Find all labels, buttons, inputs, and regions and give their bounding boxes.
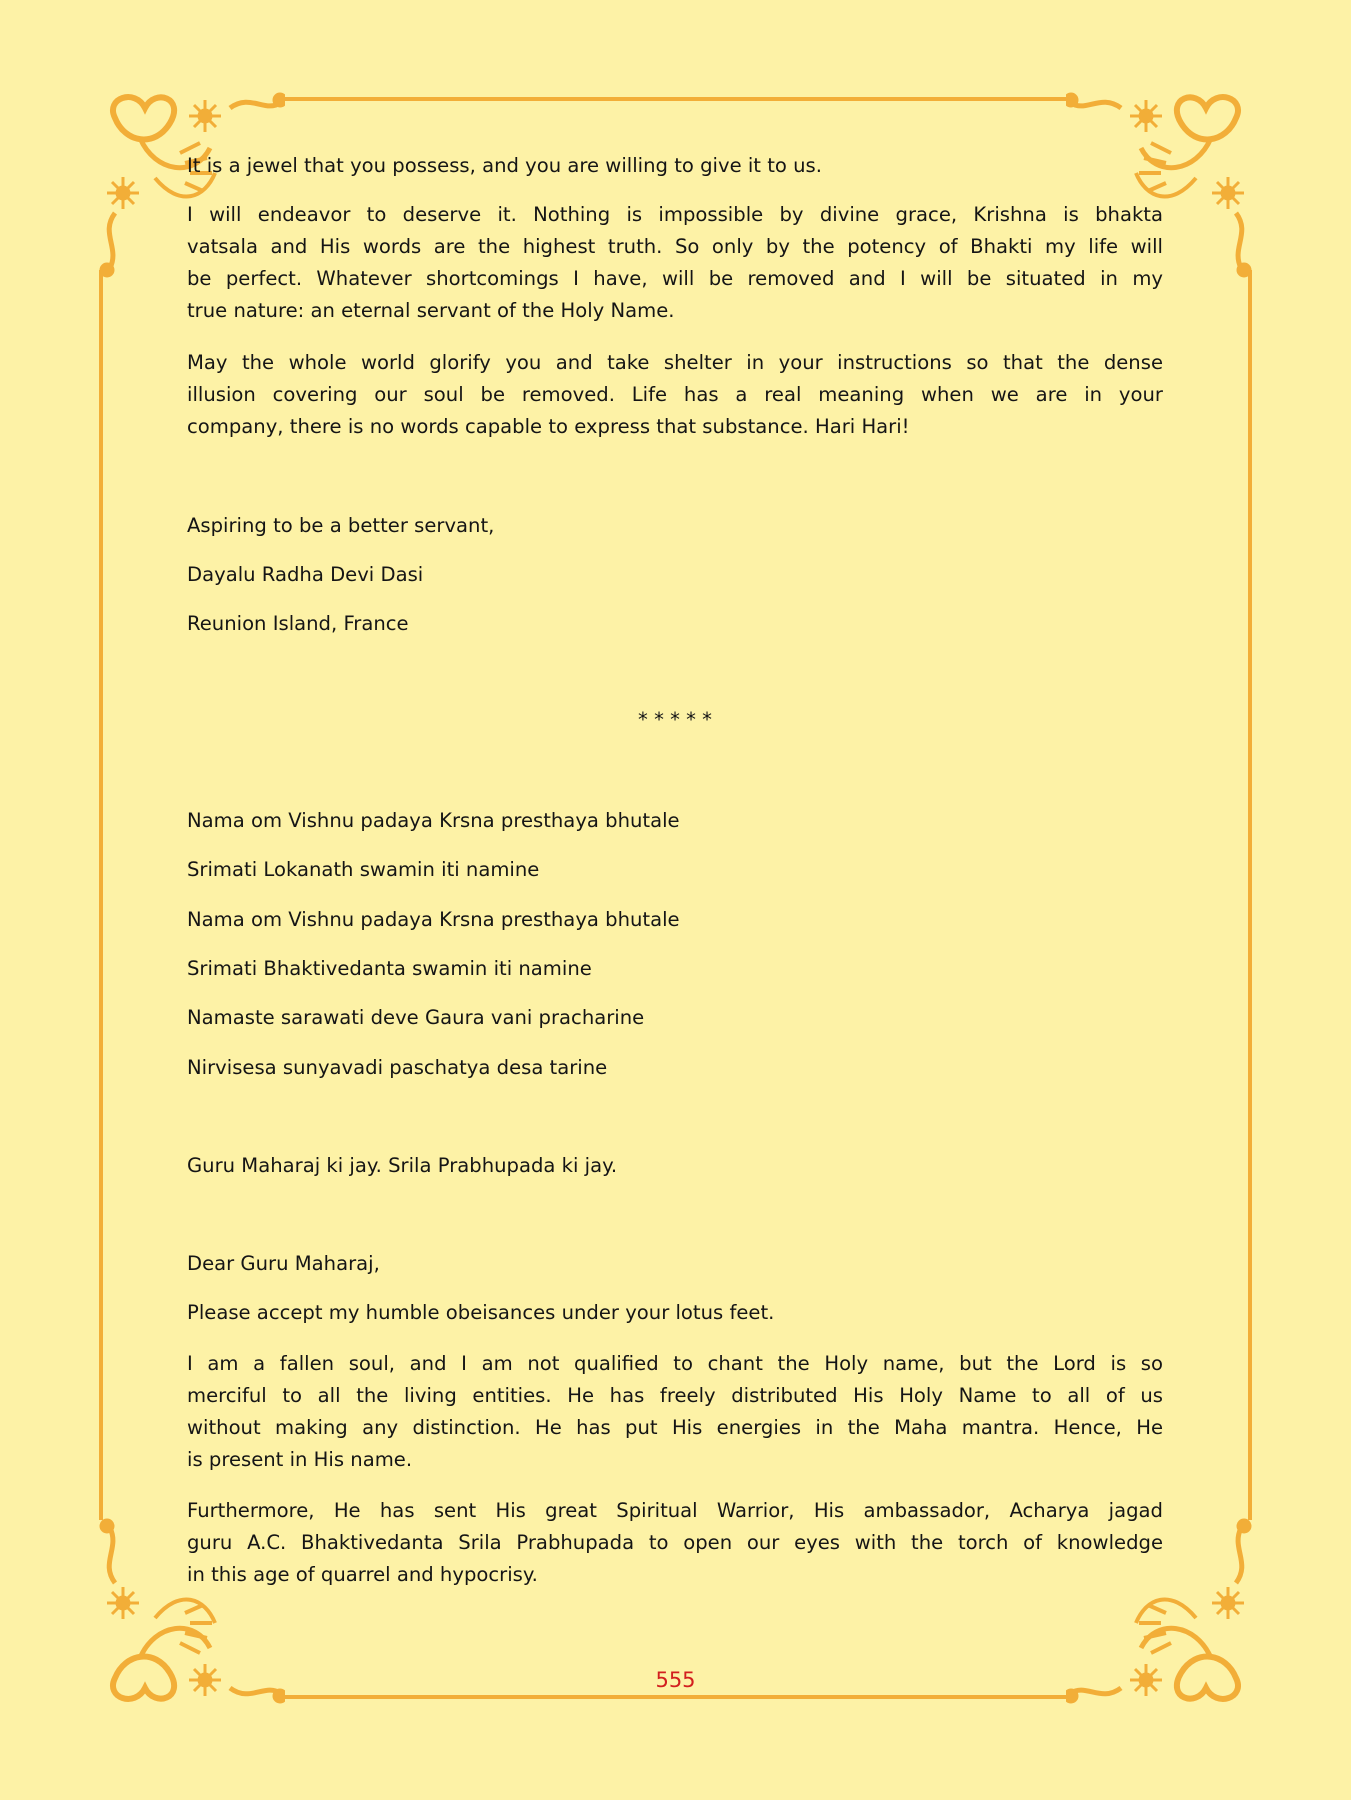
paragraph-5-line: Furthermore, He has sent His great Spiritual Warrior, His ambassador, Acharya jagad (187, 1499, 1163, 1522)
paragraph-2-line: vatsala and His words are the highest truth. So only by the potency of Bhakti my life will (187, 235, 1163, 258)
paragraph-5-line: in this age of quarrel and hypocrisy. (187, 1563, 538, 1586)
frame-bottom-line (283, 1695, 1068, 1699)
paragraph-4-line: is present in His name. (187, 1448, 413, 1471)
signoff-location: Reunion Island, France (187, 612, 409, 635)
frame-right-line (1248, 270, 1252, 1520)
signoff-closing: Aspiring to be a better servant, (187, 514, 495, 537)
salutation: Dear Guru Maharaj, (187, 1252, 380, 1275)
signoff-name: Dayalu Radha Devi Dasi (187, 563, 424, 586)
prayer-line: Namaste sarawati deve Gaura vani pracharine (187, 1006, 645, 1029)
paragraph-3-line: company, there is no words capable to express that substance. Hari Hari! (187, 415, 910, 438)
frame-top-line (283, 97, 1068, 101)
jay-line: Guru Maharaj ki jay. Srila Prabhupada ki jay. (187, 1154, 618, 1177)
prayer-line: Nama om Vishnu padaya Krsna presthaya bhutale (187, 809, 680, 832)
paragraph-2-line: I will endeavor to deserve it. Nothing is impossible by divine grace, Krishna is bhakta (187, 203, 1163, 226)
paragraph-4-line: without making any distinction. He has put His energies in the Maha mantra. Hence, He (187, 1416, 1163, 1439)
prayer-line: Srimati Bhaktivedanta swamin iti namine (187, 957, 592, 980)
paragraph-2-line: true nature: an eternal servant of the Holy Name. (187, 299, 675, 322)
prayer-line: Srimati Lokanath swamin iti namine (187, 858, 540, 881)
paragraph-1-line: It is a jewel that you possess, and you are willing to give it to us. (187, 154, 822, 177)
frame-left-line (99, 270, 103, 1520)
section-separator: * * * * * (638, 708, 712, 731)
obeisance-line: Please accept my humble obeisances under your lotus feet. (187, 1301, 775, 1324)
paragraph-4-line: merciful to all the living entities. He has freely distributed His Holy Name to all of us (187, 1384, 1163, 1407)
paragraph-4-line: I am a fallen soul, and I am not qualified to chant the Holy name, but the Lord is so (187, 1352, 1163, 1375)
prayer-line: Nirvisesa sunyavadi paschatya desa tarine (187, 1056, 608, 1079)
paragraph-3-line: May the whole world glorify you and take shelter in your instructions so that the dense (187, 351, 1163, 374)
paragraph-5-line: guru A.C. Bhaktivedanta Srila Prabhupada to open our eyes with the torch of knowledge (187, 1531, 1163, 1554)
paragraph-3-line: illusion covering our soul be removed. Life has a real meaning when we are in your (187, 383, 1163, 406)
prayer-line: Nama om Vishnu padaya Krsna presthaya bhutale (187, 908, 680, 931)
paragraph-2-line: be perfect. Whatever shortcomings I have, will be removed and I will be situated in my (187, 267, 1163, 290)
page-number: 555 (655, 1668, 696, 1692)
